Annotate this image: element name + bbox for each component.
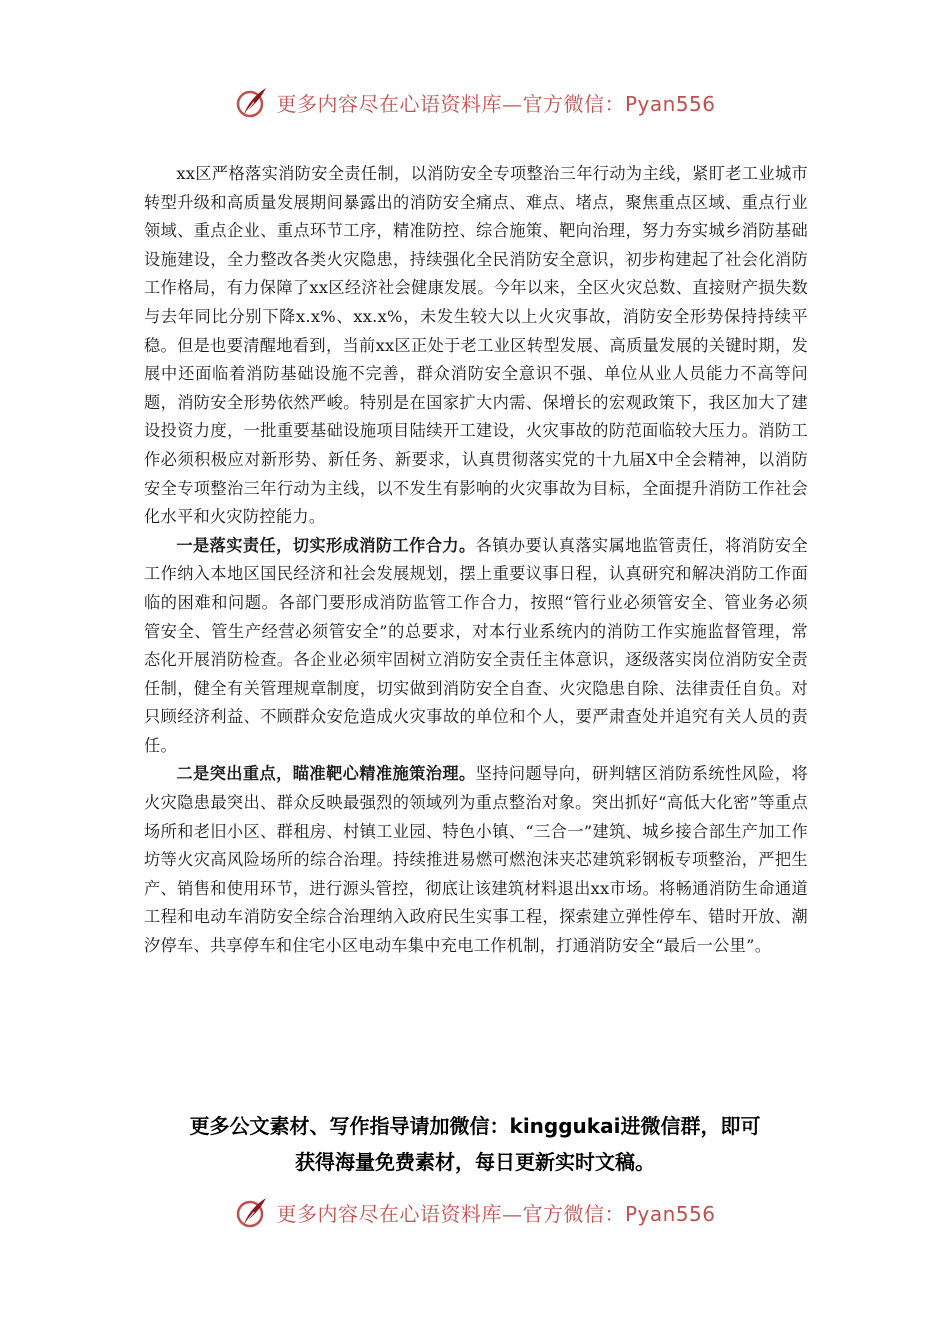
quill-pen-logo-icon	[234, 84, 270, 120]
promo-notice	[0, 1108, 950, 1180]
paragraph-heading: 一是落实责任，切实形成消防工作合力。	[176, 535, 476, 555]
paragraph-responsibility: 一是落实责任，切实形成消防工作合力。各镇办要认真落实属地监管责任，将消防安全工作纳入本地区国民经济和社会发展规划，摆上重要议事日程，认真研究和解决消防工作面临的困难和问题。各部门要形成消防监管工作合力，按照“管行业必须管安全、管业务必须管安全、管生产经营必须管安全”的总要求，对本行业系统内的消防工作实施监督管理，常态化开展消防检查。各企业必须牢固树立消防安全责任主体意识，逐级落实岗位消防安全责任制，健全有关管理规章制度，切实做到消防安全自查、火灾隐患自除、法律责任自负。对只顾经济利益、不顾群众安危造成火灾事故的单位和个人，要严肃查处并追究有关人员的责任。	[144, 535, 808, 755]
header-banner	[0, 80, 950, 124]
banner-text: 更多内容尽在心语资料库—官方微信：Pyan556	[276, 1201, 716, 1226]
document-body	[144, 160, 808, 961]
promo-line-1: 更多公文素材、写作指导请加微信：kinggukai进微信群，即可	[189, 1114, 761, 1138]
banner-text: 更多内容尽在心语资料库—官方微信：Pyan556	[276, 91, 716, 116]
footer-banner	[0, 1190, 950, 1234]
quill-pen-logo-icon	[234, 1194, 270, 1230]
promo-line-2: 获得海量免费素材，每日更新实时文稿。	[295, 1150, 655, 1174]
paragraph-key-points: 二是突出重点，瞄准靶心精准施策治理。坚持问题导向，研判辖区消防系统性风险，将火灾隐患最突出、群众反映最强烈的领域列为重点整治对象。突出抓好“高低大化密”等重点场所和老旧小区、群租房、村镇工业园、特色小镇、“三合一”建筑、城乡接合部生产加工作坊等火灾高风险场所的综合治理。持续推进易燃可燃泡沫夹芯建筑彩钢板专项整治，严把生产、销售和使用环节，进行源头管控，彻底让该建筑材料退出xx市场。将畅通消防生命通道工程和电动车消防安全综合治理纳入政府民生实事工程，探索建立弹性停车、错时开放、潮汐停车、共享停车和住宅小区电动车集中充电工作机制，打通消防安全“最后一公里”。	[144, 764, 808, 956]
paragraph-intro: xx区严格落实消防安全责任制，以消防安全专项整治三年行动为主线，紧盯老工业城市转型升级和高质量发展期间暴露出的消防安全痛点、难点、堵点，聚焦重点区域、重点行业领域、重点企业、重点环节工序，精准防控、综合施策、靶向治理，努力夯实城乡消防基础设施建设，全力整改各类火灾隐患，持续强化全民消防安全意识，初步构建起了社会化消防工作格局，有力保障了xx区经济社会健康发展。今年以来，全区火灾总数、直接财产损失数与去年同比分别下降x.x%、xx.x%，未发生较大以上火灾事故，消防安全形势保持持续平稳。但是也要清醒地看到，当前xx区正处于老工业区转型发展、高质量发展的关键时期，发展中还面临着消防基础设施不完善，群众消防安全意识不强、单位从业人员能力不高等问题，消防安全形势依然严峻。特别是在国家扩大内需、保增长的宏观政策下，我区加大了建设投资力度，一批重要基础设施项目陆续开工建设，火灾事故的防范面临较大压力。消防工作必须积极应对新形势、新任务、新要求，认真贯彻落实党的十九届X中全会精神，以消防安全专项整治三年行动为主线，以不发生有影响的火灾事故为目标，全面提升消防工作社会化水平和火灾防控能力。	[144, 164, 808, 527]
paragraph-heading: 二是突出重点，瞄准靶心精准施策治理。	[176, 764, 476, 784]
